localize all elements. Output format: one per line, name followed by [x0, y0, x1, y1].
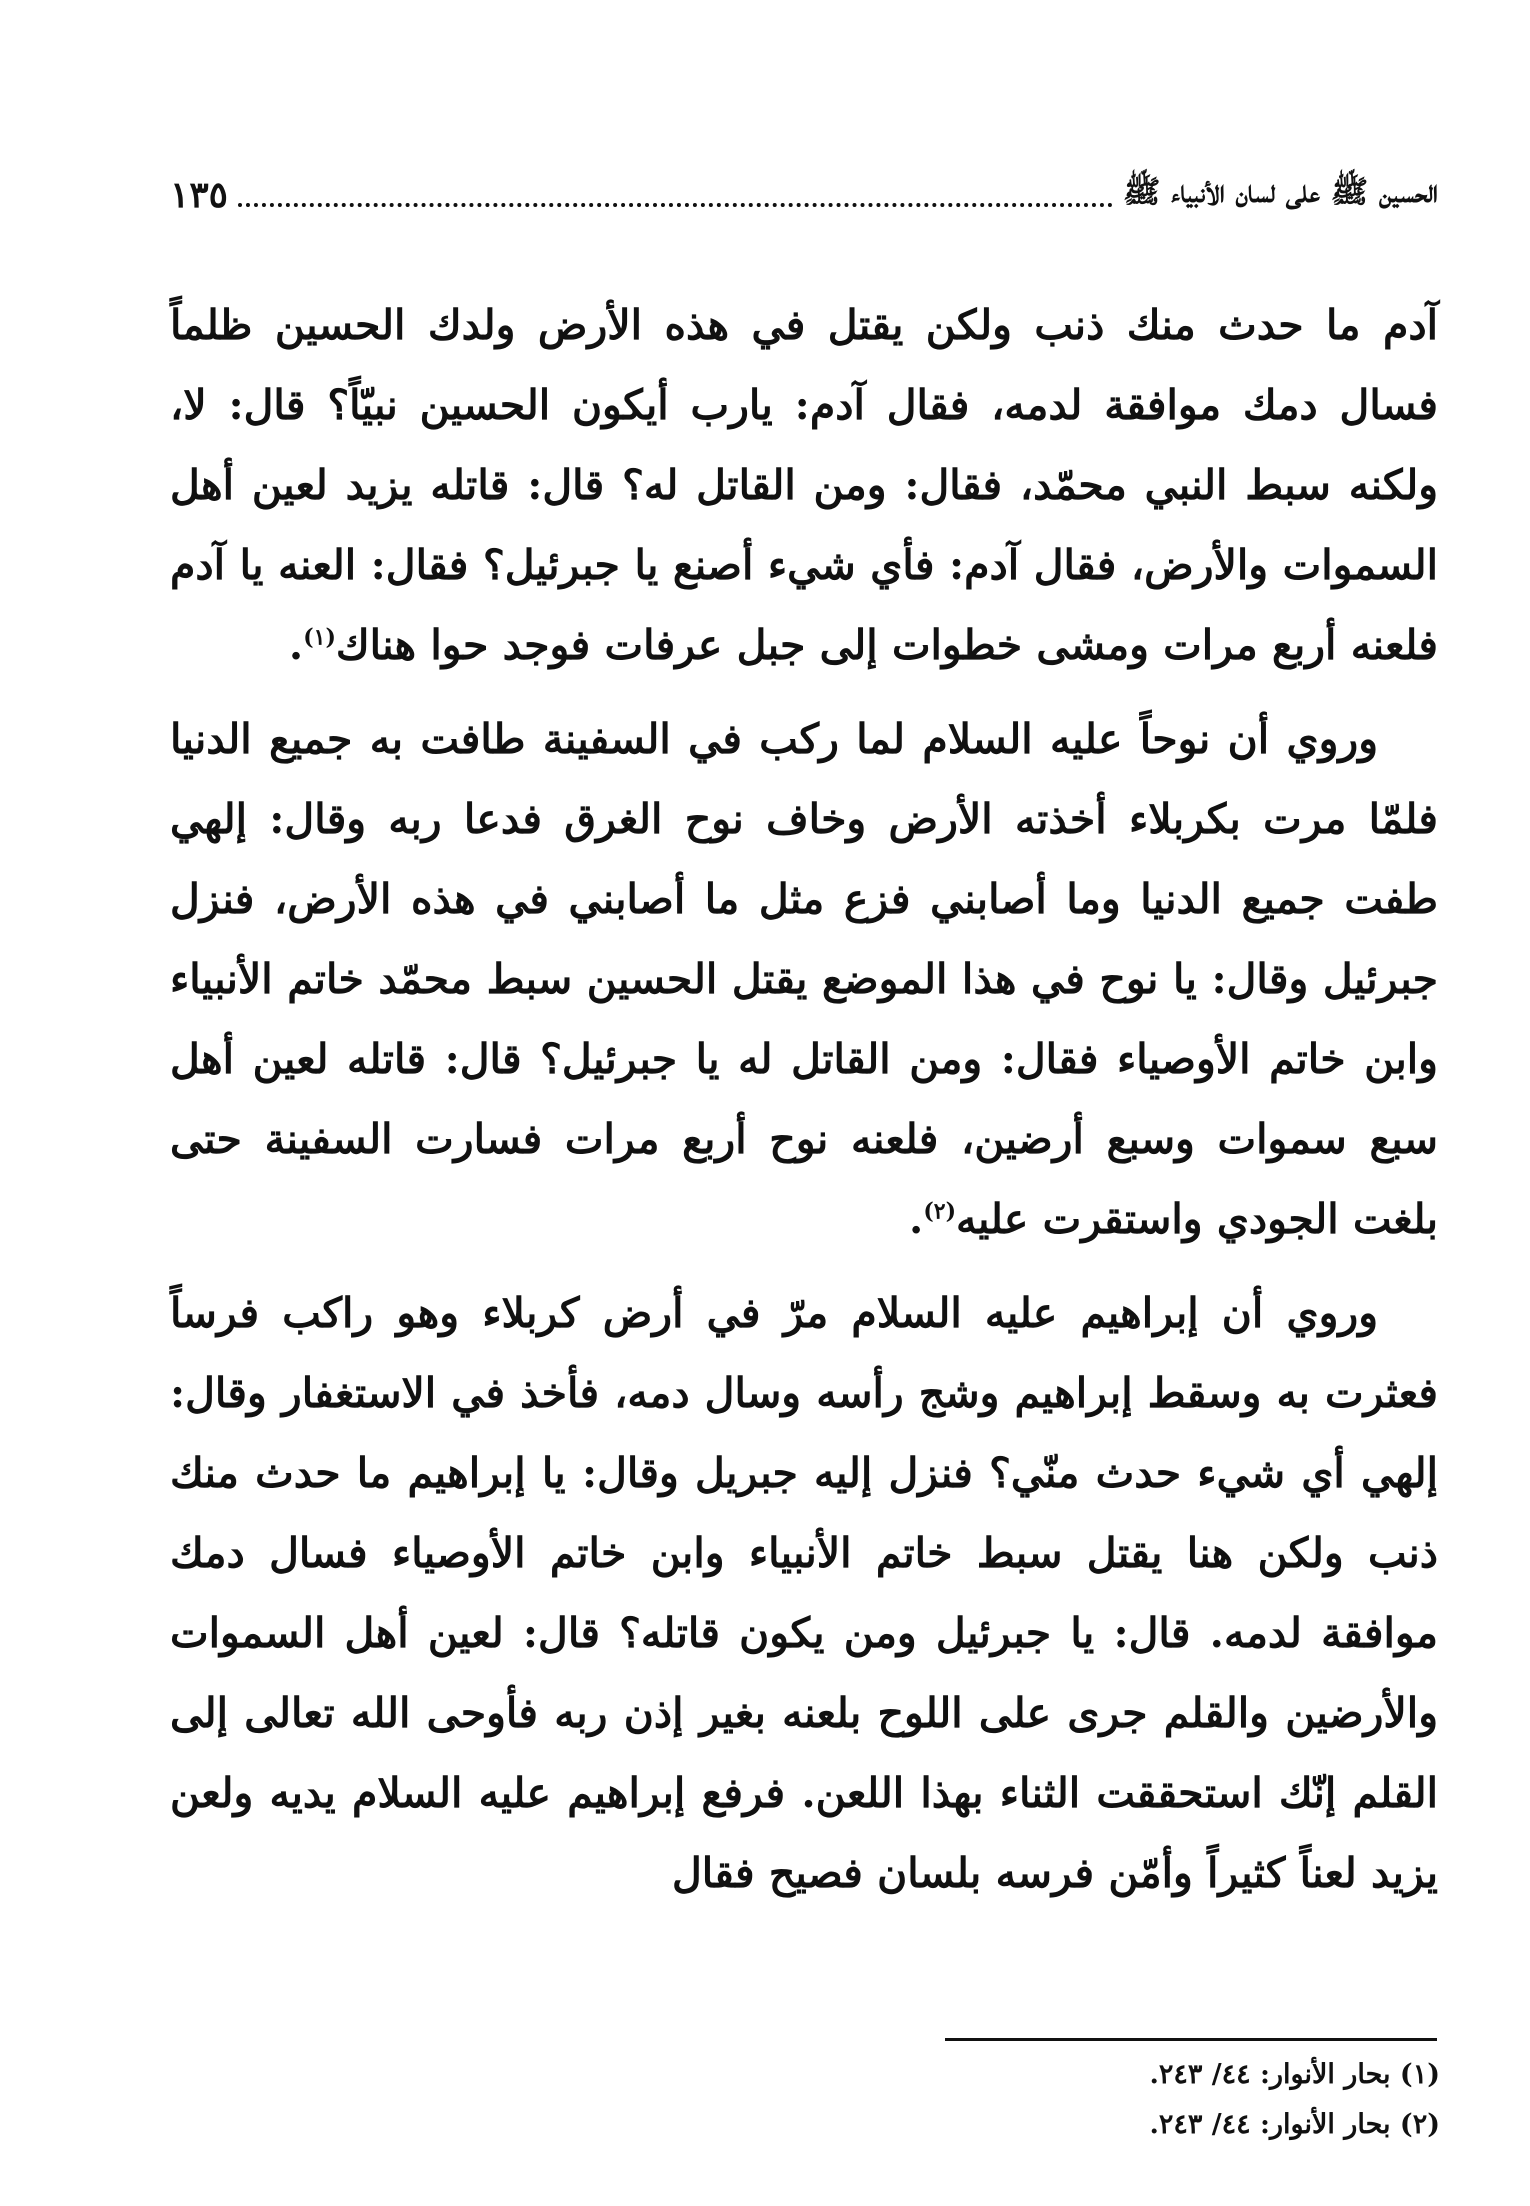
- footnote-divider: [945, 2038, 1437, 2041]
- footnote-1: (١) بحار الأنوار: ٤٤/ ٢٤٣.: [1149, 2059, 1440, 2090]
- footnote-reference-2: (٢): [923, 1198, 956, 1225]
- body-text: [170, 285, 1438, 1927]
- footnote-reference-1: (١): [303, 624, 336, 651]
- page-number: ١٣٥: [170, 174, 229, 216]
- paragraph-end: .: [909, 1195, 924, 1243]
- paragraph-end: .: [288, 621, 304, 669]
- paragraph-1: [170, 285, 1438, 685]
- footnotes: [900, 2050, 1440, 2150]
- footnote-2: (٢) بحار الأنوار: ٤٤/ ٢٤٣.: [1149, 2109, 1440, 2140]
- running-title: الحسين ﷺ على لسان الأنبياء ﷺ: [1123, 173, 1438, 210]
- running-header: [170, 165, 1438, 225]
- paragraph-2: [170, 699, 1438, 1259]
- paragraph-text: آدم ما حدث منك ذنب ولكن يقتل في هذه الأرض ولدك الحسين ظلماً فسال دمك موافقة لدمه، فقال آدم: يارب أيكون الحسين نبيّاً؟ قال: لا، ولكنه سبط النبي محمّد، فقال: ومن القاتل له؟ قال: قاتله يزيد لعين أهل السموات والأرض، فقال آدم: فأي شيء أصنع يا جبرئيل؟ فقال: العنه يا آدم فلعنه أربع مرات ومشى خطوات إلى جبل عرفات فوجد حوا هناك: [170, 301, 1438, 669]
- paragraph-3: [170, 1273, 1438, 1913]
- dotted-leader: [238, 203, 1113, 207]
- paragraph-text: وروي أن نوحاً عليه السلام لما ركب في السفينة طافت به جميع الدنيا فلمّا مرت بكربلاء أخذته الأرض وخاف نوح الغرق فدعا ربه وقال: إلهي طفت جميع الدنيا وما أصابني فزع مثل ما أصابني في هذه الأرض، فنزل جبرئيل وقال: يا نوح في هذا الموضع يقتل الحسين سبط محمّد خاتم الأنبياء وابن خاتم الأوصياء فقال: ومن القاتل له يا جبرئيل؟ قال: قاتله لعين أهل سبع سموات وسبع أرضين، فلعنه نوح أربع مرات فسارت السفينة حتى بلغت الجودي واستقرت عليه: [170, 715, 1438, 1243]
- paragraph-text: وروي أن إبراهيم عليه السلام مرّ في أرض كربلاء وهو راكب فرساً فعثرت به وسقط إبراهيم وشج رأسه وسال دمه، فأخذ في الاستغفار وقال: إلهي أي شيء حدث منّي؟ فنزل إليه جبريل وقال: يا إبراهيم ما حدث منك ذنب ولكن هنا يقتل سبط خاتم الأنبياء وابن خاتم الأوصياء فسال دمك موافقة لدمه. قال: يا جبرئيل ومن يكون قاتله؟ قال: لعين أهل السموات والأرضين والقلم جرى على اللوح بلعنه بغير إذن ربه فأوحى الله تعالى إلى القلم إنّك استحققت الثناء بهذا اللعن. فرفع إبراهيم عليه السلام يديه ولعن يزيد لعناً كثيراً وأمّن فرسه بلسان فصيح فقال: [170, 1289, 1438, 1897]
